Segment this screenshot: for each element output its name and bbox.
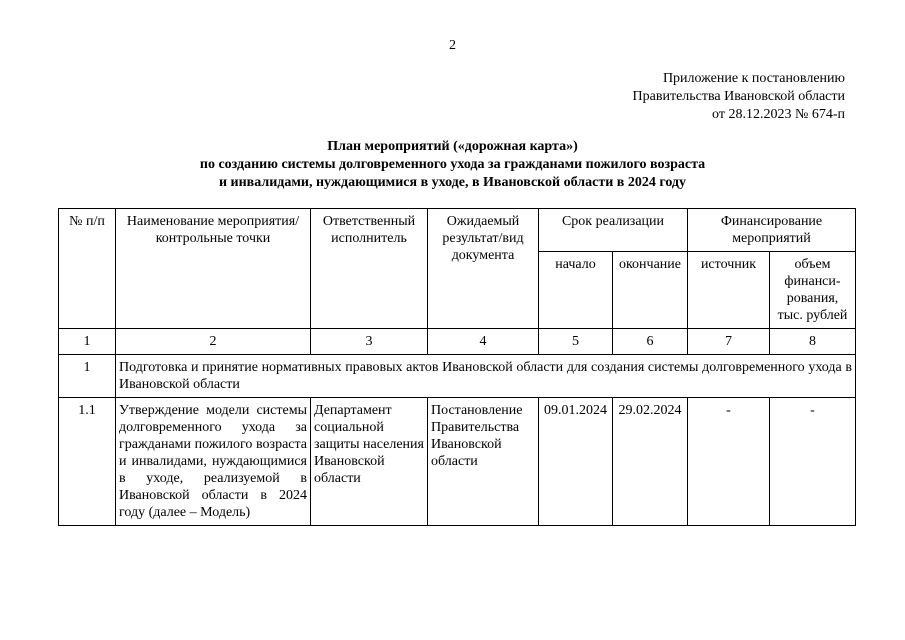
- header-volume: объем финанси-рования, тыс. рублей: [770, 252, 856, 329]
- row-result: Постановление Правительства Ивановской области: [428, 398, 539, 526]
- section-num: 1: [59, 355, 116, 398]
- column-number: 6: [613, 329, 688, 355]
- header-source: источник: [688, 252, 770, 329]
- header-name: Наименование мероприятия/контрольные точки: [116, 209, 311, 329]
- row-executor: Департамент социальной защиты населения Ивановской области: [311, 398, 428, 526]
- title-line-2: по созданию системы долговременного ухода за гражданами пожилого возраста: [199, 157, 706, 172]
- table-row: [59, 398, 856, 526]
- row-volume: -: [770, 398, 856, 526]
- header-row-1: [59, 209, 856, 252]
- header-period: Срок реализации: [539, 209, 688, 252]
- column-number: 1: [59, 329, 116, 355]
- header-start: начало: [539, 252, 613, 329]
- row-start: 09.01.2024: [539, 398, 613, 526]
- appendix-line-2: Правительства Ивановской области: [632, 89, 845, 104]
- section-title: Подготовка и принятие нормативных правовых актов Ивановской области для создания системы долговременного ухода в Ивановской области: [116, 355, 856, 398]
- appendix-line-3: от 28.12.2023 № 674-п: [712, 107, 845, 122]
- column-number: 5: [539, 329, 613, 355]
- title-line-1: План мероприятий («дорожная карта»): [327, 139, 578, 154]
- header-financing: Финансирование мероприятий: [688, 209, 856, 252]
- header-end: окончание: [613, 252, 688, 329]
- column-number: 7: [688, 329, 770, 355]
- column-numbers-row: [59, 329, 856, 355]
- row-source: -: [688, 398, 770, 526]
- column-number: 3: [311, 329, 428, 355]
- row-num: 1.1: [59, 398, 116, 526]
- title-line-3: и инвалидами, нуждающимися в уходе, в Ивановской области в 2024 году: [218, 175, 687, 190]
- column-number: 4: [428, 329, 539, 355]
- appendix-line-1: Приложение к постановлению: [662, 71, 845, 86]
- row-name: Утверждение модели системы долговременного ухода за гражданами пожилого возраста и инвалидами, нуждающимися в уходе, реализуемой в Ивановской области в 2024 году (далее – Модель): [116, 398, 311, 526]
- roadmap-table: [58, 208, 856, 526]
- document-title: [0, 138, 905, 192]
- column-number: 8: [770, 329, 856, 355]
- header-num: № п/п: [59, 209, 116, 329]
- row-end: 29.02.2024: [613, 398, 688, 526]
- appendix-note: [633, 70, 845, 124]
- page-number: 2: [449, 38, 456, 53]
- header-executor: Ответственный исполнитель: [311, 209, 428, 329]
- section-row: [59, 355, 856, 398]
- column-number: 2: [116, 329, 311, 355]
- header-result: Ожидаемый результат/вид документа: [428, 209, 539, 329]
